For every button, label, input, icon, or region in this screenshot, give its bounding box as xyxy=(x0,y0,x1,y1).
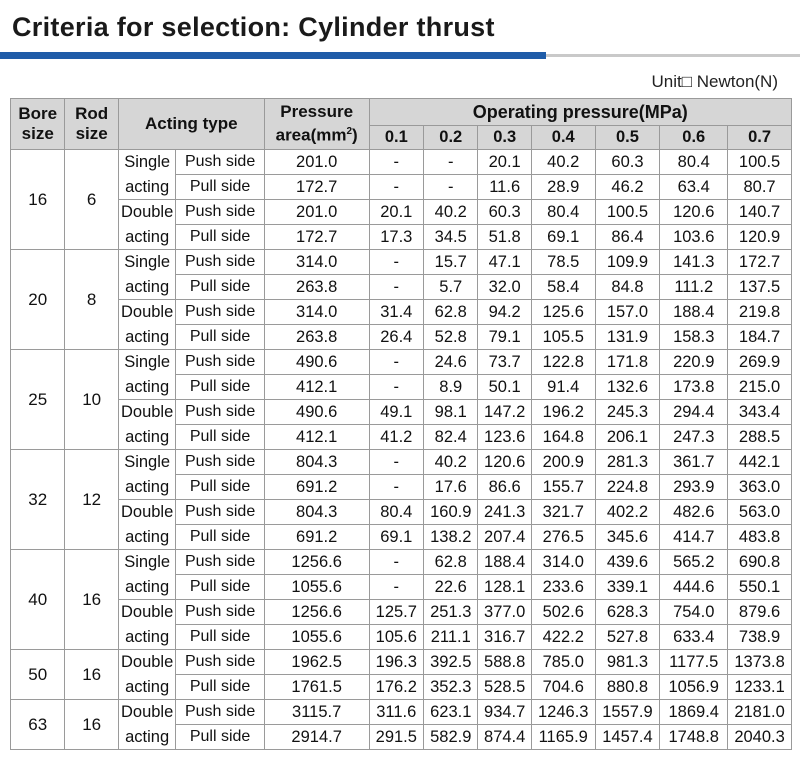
thrust-value-cell: 343.4 xyxy=(728,400,792,425)
thrust-value-cell: 20.1 xyxy=(369,200,423,225)
thrust-value-cell: 58.4 xyxy=(531,275,595,300)
acting-type-cell xyxy=(118,300,176,350)
thrust-value-cell: - xyxy=(369,150,423,175)
side-cell: Pull side xyxy=(176,425,264,450)
thrust-value-cell: 5.7 xyxy=(424,275,478,300)
thrust-value-cell: 1869.4 xyxy=(660,700,728,725)
thrust-value-cell: 934.7 xyxy=(478,700,531,725)
acting-type-word: acting xyxy=(125,177,170,196)
pressure-area-cell: 314.0 xyxy=(264,250,369,275)
thrust-value-cell: 502.6 xyxy=(531,600,595,625)
thrust-value-cell: 1748.8 xyxy=(660,725,728,750)
pressure-area-cell: 1761.5 xyxy=(264,675,369,700)
thrust-value-cell: 483.8 xyxy=(728,525,792,550)
side-cell: Pull side xyxy=(176,725,264,750)
thrust-value-cell: 879.6 xyxy=(728,600,792,625)
pressure-area-cell: 691.2 xyxy=(264,525,369,550)
thrust-value-cell: 24.6 xyxy=(424,350,478,375)
side-cell: Pull side xyxy=(176,225,264,250)
acting-type-cell xyxy=(118,500,176,550)
thrust-value-cell: 78.5 xyxy=(531,250,595,275)
side-cell: Push side xyxy=(176,550,264,575)
thrust-value-cell: 2181.0 xyxy=(728,700,792,725)
thrust-value-cell: 123.6 xyxy=(478,425,531,450)
pressure-area-cell: 3115.7 xyxy=(264,700,369,725)
thrust-value-cell: 60.3 xyxy=(595,150,660,175)
pressure-area-cell: 412.1 xyxy=(264,375,369,400)
header-bore-size: Bore size xyxy=(11,99,65,150)
thrust-value-cell: 219.8 xyxy=(728,300,792,325)
thrust-value-cell: 291.5 xyxy=(369,725,423,750)
rod-size-cell: 16 xyxy=(65,550,118,650)
acting-type-cell xyxy=(118,200,176,250)
side-cell: Push side xyxy=(176,300,264,325)
thrust-value-cell: 49.1 xyxy=(369,400,423,425)
thrust-value-cell: 138.2 xyxy=(424,525,478,550)
table-row xyxy=(11,300,792,325)
thrust-value-cell: 137.5 xyxy=(728,275,792,300)
thrust-value-cell: 293.9 xyxy=(660,475,728,500)
header-operating-pressure: Operating pressure(MPa) xyxy=(369,99,791,126)
acting-type-word: Double xyxy=(120,503,174,521)
side-cell: Pull side xyxy=(176,575,264,600)
thrust-value-cell: 40.2 xyxy=(424,450,478,475)
thrust-value-cell: 1557.9 xyxy=(595,700,660,725)
thrust-value-cell: 84.8 xyxy=(595,275,660,300)
header-acting-type: Acting type xyxy=(118,99,264,150)
thrust-value-cell: 105.6 xyxy=(369,625,423,650)
thrust-value-cell: 86.4 xyxy=(595,225,660,250)
thrust-value-cell: 294.4 xyxy=(660,400,728,425)
thrust-value-cell: 69.1 xyxy=(369,525,423,550)
thrust-value-cell: 26.4 xyxy=(369,325,423,350)
thrust-value-cell: 527.8 xyxy=(595,625,660,650)
table-row xyxy=(11,650,792,675)
thrust-value-cell: 173.8 xyxy=(660,375,728,400)
acting-type-cell xyxy=(118,350,176,400)
thrust-value-cell: 345.6 xyxy=(595,525,660,550)
pressure-area-cell: 314.0 xyxy=(264,300,369,325)
acting-type-word: Single xyxy=(124,553,171,571)
bore-size-cell: 50 xyxy=(11,650,65,700)
thrust-value-cell: 32.0 xyxy=(478,275,531,300)
pressure-area-cell: 1256.6 xyxy=(264,550,369,575)
thrust-value-cell: 91.4 xyxy=(531,375,595,400)
thrust-value-cell: 94.2 xyxy=(478,300,531,325)
acting-type-word: acting xyxy=(125,727,170,746)
thrust-value-cell: 206.1 xyxy=(595,425,660,450)
thrust-value-cell: 981.3 xyxy=(595,650,660,675)
thrust-value-cell: 444.6 xyxy=(660,575,728,600)
rod-size-cell: 16 xyxy=(65,700,118,750)
table-row xyxy=(11,200,792,225)
thrust-value-cell: - xyxy=(369,250,423,275)
thrust-value-cell: 120.6 xyxy=(478,450,531,475)
thrust-value-cell: 188.4 xyxy=(660,300,728,325)
thrust-value-cell: 120.9 xyxy=(728,225,792,250)
side-cell: Push side xyxy=(176,600,264,625)
side-cell: Push side xyxy=(176,400,264,425)
pressure-area-cell: 172.7 xyxy=(264,225,369,250)
side-cell: Push side xyxy=(176,450,264,475)
thrust-value-cell: 131.9 xyxy=(595,325,660,350)
pressure-area-cell: 263.8 xyxy=(264,325,369,350)
pressure-area-cell: 201.0 xyxy=(264,200,369,225)
thrust-value-cell: 80.4 xyxy=(660,150,728,175)
bore-size-cell: 63 xyxy=(11,700,65,750)
thrust-value-cell: 314.0 xyxy=(531,550,595,575)
acting-type-word: acting xyxy=(125,577,170,596)
thrust-value-cell: 22.6 xyxy=(424,575,478,600)
thrust-value-cell: 100.5 xyxy=(728,150,792,175)
thrust-value-cell: 40.2 xyxy=(531,150,595,175)
rod-size-cell: 10 xyxy=(65,350,118,450)
thrust-value-cell: 482.6 xyxy=(660,500,728,525)
thrust-value-cell: - xyxy=(369,375,423,400)
thrust-value-cell: 140.7 xyxy=(728,200,792,225)
title-underline-rule xyxy=(546,54,800,57)
thrust-value-cell: 1457.4 xyxy=(595,725,660,750)
table-row xyxy=(11,400,792,425)
acting-type-word: Double xyxy=(120,303,174,321)
header-pressure-0.3: 0.3 xyxy=(478,126,531,150)
thrust-value-cell: 63.4 xyxy=(660,175,728,200)
pressure-area-cell: 201.0 xyxy=(264,150,369,175)
thrust-value-cell: 754.0 xyxy=(660,600,728,625)
thrust-value-cell: 422.2 xyxy=(531,625,595,650)
acting-type-cell xyxy=(118,600,176,650)
thrust-value-cell: 80.4 xyxy=(531,200,595,225)
thrust-value-cell: 220.9 xyxy=(660,350,728,375)
acting-type-word: Single xyxy=(124,453,171,471)
pressure-area-cell: 172.7 xyxy=(264,175,369,200)
title-underline xyxy=(0,52,800,59)
thrust-value-cell: 311.6 xyxy=(369,700,423,725)
thrust-value-cell: 17.6 xyxy=(424,475,478,500)
thrust-value-cell: 269.9 xyxy=(728,350,792,375)
thrust-value-cell: 160.9 xyxy=(424,500,478,525)
header-pressure-0.7: 0.7 xyxy=(728,126,792,150)
side-cell: Pull side xyxy=(176,675,264,700)
rod-size-cell: 12 xyxy=(65,450,118,550)
table-row xyxy=(11,600,792,625)
thrust-value-cell: - xyxy=(369,450,423,475)
thrust-value-cell: 125.6 xyxy=(531,300,595,325)
thrust-value-cell: 196.3 xyxy=(369,650,423,675)
thrust-value-cell: - xyxy=(424,175,478,200)
side-cell: Push side xyxy=(176,200,264,225)
rod-size-cell: 6 xyxy=(65,150,118,250)
acting-type-cell xyxy=(118,450,176,500)
acting-type-cell xyxy=(118,550,176,600)
thrust-value-cell: 224.8 xyxy=(595,475,660,500)
thrust-value-cell: 46.2 xyxy=(595,175,660,200)
thrust-value-cell: - xyxy=(369,175,423,200)
thrust-value-cell: 40.2 xyxy=(424,200,478,225)
thrust-value-cell: 171.8 xyxy=(595,350,660,375)
side-cell: Push side xyxy=(176,250,264,275)
acting-type-word: Double xyxy=(120,703,174,721)
thrust-value-cell: 34.5 xyxy=(424,225,478,250)
thrust-value-cell: 704.6 xyxy=(531,675,595,700)
side-cell: Push side xyxy=(176,700,264,725)
thrust-value-cell: 28.9 xyxy=(531,175,595,200)
thrust-value-cell: 52.8 xyxy=(424,325,478,350)
thrust-value-cell: 51.8 xyxy=(478,225,531,250)
header-pressure-0.1: 0.1 xyxy=(369,126,423,150)
thrust-value-cell: 392.5 xyxy=(424,650,478,675)
thrust-value-cell: 141.3 xyxy=(660,250,728,275)
side-cell: Pull side xyxy=(176,475,264,500)
acting-type-word: Single xyxy=(124,353,171,371)
header-pressure-0.6: 0.6 xyxy=(660,126,728,150)
thrust-value-cell: 207.4 xyxy=(478,525,531,550)
page-title: Criteria for selection: Cylinder thrust xyxy=(12,12,495,42)
thrust-value-cell: 588.8 xyxy=(478,650,531,675)
pressure-area-cell: 1256.6 xyxy=(264,600,369,625)
header-pressure-0.5: 0.5 xyxy=(595,126,660,150)
thrust-value-cell: 1056.9 xyxy=(660,675,728,700)
acting-type-cell xyxy=(118,650,176,700)
thrust-value-cell: 125.7 xyxy=(369,600,423,625)
thrust-value-cell: 563.0 xyxy=(728,500,792,525)
thrust-value-cell: 241.3 xyxy=(478,500,531,525)
table-row xyxy=(11,550,792,575)
thrust-value-cell: 321.7 xyxy=(531,500,595,525)
thrust-value-cell: 785.0 xyxy=(531,650,595,675)
thrust-value-cell: 251.3 xyxy=(424,600,478,625)
thrust-value-cell: 288.5 xyxy=(728,425,792,450)
acting-type-word: acting xyxy=(125,627,170,646)
acting-type-word: Double xyxy=(120,603,174,621)
pressure-area-cell: 804.3 xyxy=(264,450,369,475)
thrust-value-cell: 316.7 xyxy=(478,625,531,650)
thrust-value-cell: 215.0 xyxy=(728,375,792,400)
acting-type-word: acting xyxy=(125,227,170,246)
thrust-value-cell: 15.7 xyxy=(424,250,478,275)
pressure-area-cell: 490.6 xyxy=(264,400,369,425)
acting-type-word: acting xyxy=(125,377,170,396)
thrust-value-cell: 1246.3 xyxy=(531,700,595,725)
side-cell: Pull side xyxy=(176,275,264,300)
thrust-value-cell: 62.8 xyxy=(424,550,478,575)
side-cell: Pull side xyxy=(176,325,264,350)
thrust-value-cell: 550.1 xyxy=(728,575,792,600)
header-pressure-0.4: 0.4 xyxy=(531,126,595,150)
bore-size-cell: 40 xyxy=(11,550,65,650)
acting-type-cell xyxy=(118,150,176,200)
acting-type-word: acting xyxy=(125,427,170,446)
thrust-value-cell: 1165.9 xyxy=(531,725,595,750)
thrust-value-cell: 155.7 xyxy=(531,475,595,500)
thrust-value-cell: 414.7 xyxy=(660,525,728,550)
acting-type-word: Double xyxy=(120,653,174,671)
thrust-value-cell: 158.3 xyxy=(660,325,728,350)
thrust-value-cell: 47.1 xyxy=(478,250,531,275)
thrust-value-cell: 874.4 xyxy=(478,725,531,750)
acting-type-word: Single xyxy=(124,253,171,271)
thrust-value-cell: 211.1 xyxy=(424,625,478,650)
unit-label: Unit□ Newton(N) xyxy=(651,72,778,91)
rod-size-cell: 16 xyxy=(65,650,118,700)
thrust-value-cell: 281.3 xyxy=(595,450,660,475)
thrust-value-cell: 1233.1 xyxy=(728,675,792,700)
pressure-area-cell: 412.1 xyxy=(264,425,369,450)
thrust-value-cell: 100.5 xyxy=(595,200,660,225)
thrust-value-cell: 41.2 xyxy=(369,425,423,450)
thrust-value-cell: - xyxy=(369,550,423,575)
pressure-area-cell: 1962.5 xyxy=(264,650,369,675)
bore-size-cell: 32 xyxy=(11,450,65,550)
thrust-value-cell: 80.7 xyxy=(728,175,792,200)
thrust-value-cell: 439.6 xyxy=(595,550,660,575)
thrust-value-cell: 377.0 xyxy=(478,600,531,625)
thrust-value-cell: 690.8 xyxy=(728,550,792,575)
side-cell: Push side xyxy=(176,350,264,375)
table-row xyxy=(11,150,792,175)
acting-type-word: Double xyxy=(120,403,174,421)
thrust-value-cell: 80.4 xyxy=(369,500,423,525)
thrust-value-cell: 738.9 xyxy=(728,625,792,650)
thrust-value-cell: 442.1 xyxy=(728,450,792,475)
acting-type-word: acting xyxy=(125,277,170,296)
thrust-value-cell: 128.1 xyxy=(478,575,531,600)
thrust-value-cell: 20.1 xyxy=(478,150,531,175)
acting-type-word: Single xyxy=(124,153,171,171)
pressure-area-cell: 1055.6 xyxy=(264,625,369,650)
thrust-value-cell: 276.5 xyxy=(531,525,595,550)
thrust-value-cell: 245.3 xyxy=(595,400,660,425)
thrust-value-cell: 31.4 xyxy=(369,300,423,325)
thrust-value-cell: 8.9 xyxy=(424,375,478,400)
side-cell: Pull side xyxy=(176,175,264,200)
thrust-value-cell: 109.9 xyxy=(595,250,660,275)
thrust-value-cell: 528.5 xyxy=(478,675,531,700)
thrust-value-cell: 98.1 xyxy=(424,400,478,425)
thrust-value-cell: 200.9 xyxy=(531,450,595,475)
title-underline-accent xyxy=(0,52,546,59)
acting-type-word: Double xyxy=(120,203,174,221)
side-cell: Pull side xyxy=(176,525,264,550)
side-cell: Pull side xyxy=(176,625,264,650)
pressure-area-cell: 263.8 xyxy=(264,275,369,300)
thrust-value-cell: 363.0 xyxy=(728,475,792,500)
bore-size-cell: 25 xyxy=(11,350,65,450)
pressure-area-cell: 2914.7 xyxy=(264,725,369,750)
thrust-value-cell: 50.1 xyxy=(478,375,531,400)
thrust-value-cell: 62.8 xyxy=(424,300,478,325)
thrust-value-cell: - xyxy=(369,350,423,375)
side-cell: Push side xyxy=(176,150,264,175)
thrust-value-cell: 196.2 xyxy=(531,400,595,425)
thrust-value-cell: 2040.3 xyxy=(728,725,792,750)
table-row xyxy=(11,350,792,375)
thrust-value-cell: 103.6 xyxy=(660,225,728,250)
thrust-value-cell: 120.6 xyxy=(660,200,728,225)
table-row xyxy=(11,500,792,525)
header-rod-size: Rod size xyxy=(65,99,118,150)
thrust-value-cell: 105.5 xyxy=(531,325,595,350)
thrust-value-cell: 82.4 xyxy=(424,425,478,450)
thrust-value-cell: 402.2 xyxy=(595,500,660,525)
thrust-value-cell: - xyxy=(369,275,423,300)
thrust-value-cell: 339.1 xyxy=(595,575,660,600)
pressure-area-cell: 804.3 xyxy=(264,500,369,525)
thrust-value-cell: 188.4 xyxy=(478,550,531,575)
header-pressure-0.2: 0.2 xyxy=(424,126,478,150)
thrust-value-cell: 86.6 xyxy=(478,475,531,500)
thrust-value-cell: - xyxy=(424,150,478,175)
thrust-value-cell: 176.2 xyxy=(369,675,423,700)
thrust-value-cell: 623.1 xyxy=(424,700,478,725)
thrust-value-cell: 172.7 xyxy=(728,250,792,275)
thrust-value-cell: 17.3 xyxy=(369,225,423,250)
acting-type-word: acting xyxy=(125,477,170,496)
thrust-value-cell: 79.1 xyxy=(478,325,531,350)
thrust-value-cell: 69.1 xyxy=(531,225,595,250)
thrust-value-cell: 164.8 xyxy=(531,425,595,450)
thrust-value-cell: 361.7 xyxy=(660,450,728,475)
acting-type-cell xyxy=(118,700,176,750)
acting-type-cell xyxy=(118,250,176,300)
rod-size-cell: 8 xyxy=(65,250,118,350)
thrust-value-cell: 111.2 xyxy=(660,275,728,300)
pressure-area-cell: 490.6 xyxy=(264,350,369,375)
thrust-value-cell: 11.6 xyxy=(478,175,531,200)
thrust-value-cell: 147.2 xyxy=(478,400,531,425)
pressure-area-cell: 1055.6 xyxy=(264,575,369,600)
side-cell: Push side xyxy=(176,650,264,675)
acting-type-word: acting xyxy=(125,677,170,696)
table-row xyxy=(11,450,792,475)
thrust-value-cell: 247.3 xyxy=(660,425,728,450)
side-cell: Pull side xyxy=(176,375,264,400)
thrust-value-cell: 60.3 xyxy=(478,200,531,225)
header-pressure-area: Pressure $area(mm^2)$ xyxy=(264,99,369,150)
thrust-value-cell: 122.8 xyxy=(531,350,595,375)
table-row xyxy=(11,250,792,275)
thrust-value-cell: 352.3 xyxy=(424,675,478,700)
thrust-value-cell: 233.6 xyxy=(531,575,595,600)
thrust-value-cell: 73.7 xyxy=(478,350,531,375)
thrust-value-cell: 880.8 xyxy=(595,675,660,700)
thrust-value-cell: 565.2 xyxy=(660,550,728,575)
thrust-value-cell: 1177.5 xyxy=(660,650,728,675)
thrust-value-cell: 628.3 xyxy=(595,600,660,625)
table-body xyxy=(11,150,792,750)
thrust-value-cell: 157.0 xyxy=(595,300,660,325)
side-cell: Push side xyxy=(176,500,264,525)
thrust-value-cell: 184.7 xyxy=(728,325,792,350)
thrust-value-cell: 132.6 xyxy=(595,375,660,400)
table-header xyxy=(11,99,792,150)
thrust-value-cell: 1373.8 xyxy=(728,650,792,675)
pressure-area-cell: 691.2 xyxy=(264,475,369,500)
acting-type-word: acting xyxy=(125,527,170,546)
acting-type-cell xyxy=(118,400,176,450)
thrust-value-cell: 633.4 xyxy=(660,625,728,650)
bore-size-cell: 20 xyxy=(11,250,65,350)
thrust-table xyxy=(10,98,792,750)
acting-type-word: acting xyxy=(125,327,170,346)
bore-size-cell: 16 xyxy=(11,150,65,250)
thrust-value-cell: 582.9 xyxy=(424,725,478,750)
thrust-value-cell: - xyxy=(369,575,423,600)
thrust-value-cell: - xyxy=(369,475,423,500)
table-row xyxy=(11,700,792,725)
